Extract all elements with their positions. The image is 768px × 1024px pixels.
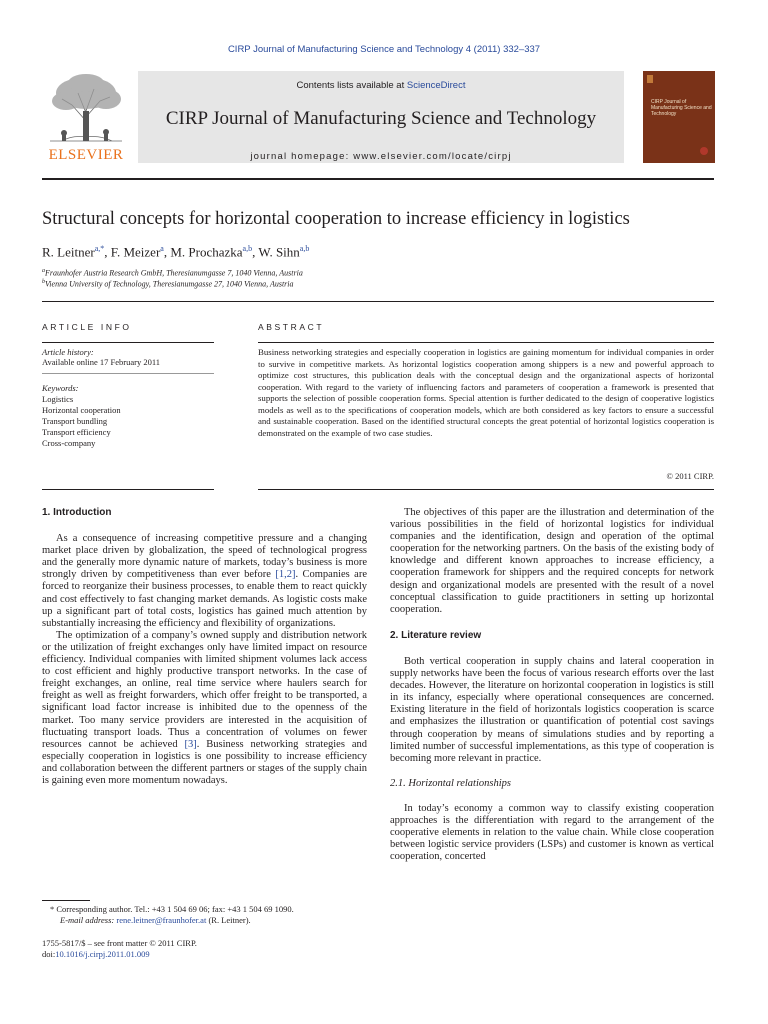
elsevier-logo[interactable] — [42, 71, 130, 163]
doi-line — [42, 949, 150, 960]
cover-logo-icon — [647, 75, 653, 83]
subsection-heading-horizontal-relationships: 2.1. Horizontal relationships — [390, 777, 511, 789]
contents-availability — [138, 80, 624, 91]
keywords-label: Keywords: — [42, 383, 79, 393]
left-column — [42, 507, 367, 787]
affiliation-b — [42, 279, 294, 289]
journal-title: CIRP Journal of Manufacturing Science and Technology — [165, 108, 597, 129]
keyword: Logistics — [42, 394, 74, 404]
author-affiliation-mark[interactable]: a,* — [94, 244, 105, 253]
affiliation-text: Vienna University of Technology, Theresianumgasse 27, 1040 Vienna, Austria — [45, 279, 294, 289]
cover-title: CIRP Journal of Manufacturing Science and Technology — [651, 99, 712, 117]
abstract-bottom-rule — [258, 489, 714, 490]
author-separator: , — [104, 244, 111, 260]
email-link[interactable]: rene.leitner@fraunhofer.at — [116, 915, 207, 925]
intro-paragraph-1 — [42, 533, 367, 630]
journal-reference[interactable]: CIRP Journal of Manufacturing Science and Technology 4 (2011) 332–337 — [227, 44, 541, 55]
email-note — [60, 915, 251, 926]
article-info-bottom-rule — [42, 489, 214, 490]
article-info-rule — [42, 342, 214, 343]
right-column — [390, 507, 714, 863]
doi-link[interactable]: 10.1016/j.cirpj.2011.01.009 — [55, 949, 150, 959]
author-list — [42, 244, 309, 260]
journal-homepage[interactable]: journal homepage: www.elsevier.com/locate/cirpj — [250, 151, 512, 162]
footnote-rule — [42, 900, 90, 901]
contents-prefix: Contents lists available at — [296, 80, 407, 91]
journal-cover-thumbnail[interactable] — [643, 71, 715, 163]
author-name: F. Meizer — [110, 244, 161, 260]
email-suffix: (R. Leitner). — [206, 915, 251, 925]
paragraph-text: . Companies are forced to reorganize their business processes, to enable them to react quickly and cost effectively to fast changing market demands. As logistic costs make up a significant part of total costs, logistics has gained much attention by substantially increasing the efficiency and flexibility of organizations. — [42, 569, 367, 629]
section-heading-introduction: 1. Introduction — [42, 507, 112, 518]
author-affiliation-mark[interactable]: a,b — [242, 244, 253, 253]
history-label: Article history: — [42, 347, 94, 357]
horizontal-relationships-paragraph: In today’s economy a common way to classify existing cooperation approaches is the differentiation with regard to the arrangement of the cooperative elements in relation to the value chain. While close cooperation between logistic service providers (LSPs) and customer is known as vertical cooperation, concerted — [390, 802, 714, 863]
intro-paragraph-2 — [42, 630, 367, 787]
author-separator: , — [163, 244, 171, 260]
cover-emblem-icon — [700, 147, 708, 155]
paragraph-text: The optimization of a company’s owned supply and distribution network or the utilization of freight exchanges only have limited impact on resource efficiency. Individual companies with limited shipment volumes lack access to cost efficient and highly productive transport networks. In the case of freight exchanges, an online, real time service where haulers search for freight as well as freight forwarders, which offer freight to be transported, a significant load factor increase is inhibited due to the openness of the market. Too many service providers are interested in the acquisition of fluctuating transport loads. Thus a concentration of volumes on fewer resources cannot be achieved — [42, 629, 367, 750]
authors-divider — [42, 301, 714, 302]
corresponding-author-note: * Corresponding author. Tel.: +43 1 504 69 06; fax: +43 1 504 69 1090. — [50, 904, 294, 914]
abstract-text: Business networking strategies and especially cooperation in logistics are gaining momentum for individual companies in order to survive in competitive markets. As horizontal logistics cooperation among shippers is a new and powerful approach to optimize cost structures, this publication deals with the conceptual design and the organizational aspects of horizontal cooperation. With regard to the variety of influencing factors and parameters of cooperation a framework is presented that supports the selection of possible cooperation forms. Special attention is further dedicated to the design of cooperative logistics models as well as to the specifications of cooperation models, which are both considered as key factors to ensure a successful and sustainable cooperation. Based on the identified structural concepts the great potential of horizontal logistics cooperation is demonstrated on the example of two case studies. — [258, 347, 714, 438]
author-affiliation-mark[interactable]: a,b — [299, 244, 310, 253]
citation-link[interactable]: [3] — [184, 738, 197, 750]
affiliation-mark: b — [42, 279, 45, 285]
abstract-heading: ABSTRACT — [258, 322, 325, 332]
article-info-heading: ARTICLE INFO — [42, 322, 132, 332]
history-value: Available online 17 February 2011 — [42, 357, 161, 367]
affiliation-a — [42, 268, 303, 278]
section-heading-literature-review: 2. Literature review — [390, 629, 482, 641]
affiliation-mark: a — [42, 268, 45, 274]
abstract-rule — [258, 342, 714, 343]
paragraph-text: . Business networking strategies and especially cooperation in logistics is one possibility to increase efficiency and collaboration between the different partners or stages of the supply chain is gaining even more momentum nowadays. — [42, 738, 367, 786]
citation-link[interactable]: [1,2] — [275, 569, 296, 581]
literature-paragraph: Both vertical cooperation in supply chains and lateral cooperation in supply networks have been the focus of various research efforts over the last decades. However, the literature on horizontal cooperation in logistics is still in its infancy, especially where operational consequences are concerned. Existing literature in the field of horizontals logistics cooperation is scarce and emphasizes the illustration or quantification of potential cost savings through cooperation by means of simulations studies and by reporting a limited number of successful implementations, as this type of cooperation is becoming more relevant in practice. — [390, 655, 714, 764]
keyword: Transport efficiency — [42, 427, 111, 437]
keyword: Cross-company — [42, 438, 96, 448]
publisher-name: ELSEVIER — [48, 147, 124, 163]
history-rule — [42, 373, 214, 374]
keyword: Transport bundling — [42, 416, 108, 426]
elsevier-tree-icon — [42, 71, 130, 147]
author-name: R. Leitner — [42, 244, 95, 260]
keyword-list — [42, 394, 121, 449]
abstract-copyright: © 2011 CIRP. — [666, 471, 714, 481]
email-label: E-mail address: — [60, 915, 117, 925]
author-separator: , — [252, 244, 259, 260]
keyword: Horizontal cooperation — [42, 405, 121, 415]
issn-line: 1755-5817/$ – see front matter © 2011 CIRP. — [42, 938, 197, 948]
article-title: Structural concepts for horizontal cooperation to increase efficiency in logistics — [42, 209, 630, 229]
doi-label: doi: — [42, 949, 56, 959]
header-divider — [42, 178, 714, 180]
author-name: W. Sihn — [258, 244, 300, 260]
author-affiliation-mark[interactable]: a — [160, 244, 164, 253]
paragraph-text: As a consequence of increasing competitive pressure and a changing market place driven by globalization, the speed of technological progress and the generally more dynamic nature of markets, today’s business is more strongly driven by competitiveness than ever before — [42, 533, 367, 581]
author-name: M. Prochazka — [170, 244, 243, 260]
objectives-paragraph: The objectives of this paper are the illustration and determination of the various possibilities in the field of horizontal logistics for individual companies and the identification, design and operation of the optimal cooperation for the networking partners. On the basis of the existing body of knowledge and different known approaches to increase efficiency, a cooperation framework for shippers and the required concepts for network design and organizational models are presented with the result of a novel conceptual classification to guide practitioners in setting up horizontal cooperation. — [390, 507, 714, 615]
affiliation-text: Fraunhofer Austria Research GmbH, Theresianumgasse 7, 1040 Vienna, Austria — [45, 268, 303, 278]
journal-banner — [138, 71, 624, 163]
sciencedirect-link[interactable]: ScienceDirect — [406, 80, 466, 91]
